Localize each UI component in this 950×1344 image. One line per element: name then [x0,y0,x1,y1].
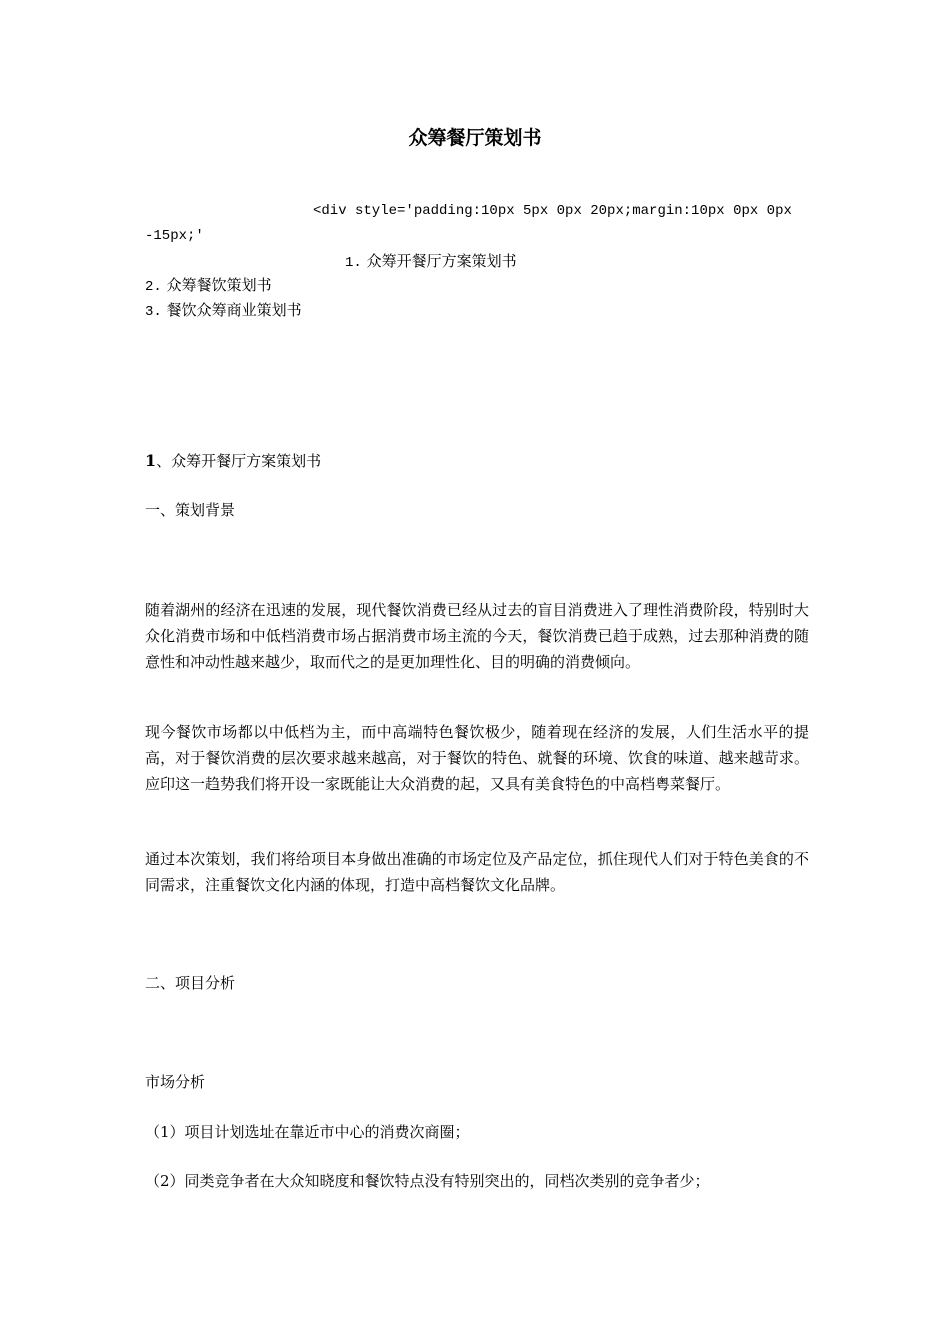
toc-item-2 [145,273,272,299]
toc-item-number: 3. [145,304,162,320]
toc-item-number: 2. [145,279,162,295]
section-title: 、众筹开餐厅方案策划书 [156,452,322,470]
document-title: 众筹餐厅策划书 [408,127,542,149]
toc-item-1 [345,249,517,275]
toc-item-3 [145,298,302,324]
paragraph-2: 现今餐饮市场都以中低档为主，而中高端特色餐饮极少，随着现在经济的发展，人们生活水平的提高，对于餐饮消费的层次要求越来越高，对于餐饮的特色、就餐的环境、饮食的味道、越来越苛求。应印这一趋势我们将开设一家既能让大众消费的起，又具有美食特色的中高档粤菜餐厅。 [145,723,809,793]
toc-item-label: 众筹餐饮策划书 [166,276,272,294]
market-item-1: （1）项目计划选址在靠近市中心的消费次商圈； [145,1123,470,1141]
section-heading-1 [145,449,321,473]
part-heading-background: 一、策划背景 [145,501,236,519]
market-item-2: （2）同类竞争者在大众知晓度和餐饮特点没有特别突出的，同档次类别的竞争者少； [145,1172,710,1190]
part-heading-analysis: 二、项目分析 [145,974,236,992]
toc-item-label: 餐饮众筹商业策划书 [166,301,302,319]
toc-item-number: 1. [345,255,362,271]
code-snippet-text: <div style='padding:10px 5px 0px 20px;margin:10px 0px 0px -15px;' [145,203,801,244]
paragraph-3: 通过本次策划，我们将给项目本身做出准确的市场定位及产品定位，抓住现代人们对于特色美食的不同需求，注重餐饮文化内涵的体现，打造中高档餐饮文化品牌。 [145,850,809,894]
market-analysis-heading: 市场分析 [145,1073,206,1091]
section-number: 1 [145,451,157,470]
toc-item-label: 众筹开餐厅方案策划书 [366,252,517,270]
paragraph-1: 随着湖州的经济在迅速的发展，现代餐饮消费已经从过去的盲目消费进入了理性消费阶段，特别时大众化消费市场和中低档消费市场占据消费市场主流的今天，餐饮消费已趋于成熟，过去那种消费的随意性和冲动性越来越少，取而代之的是更加理性化、目的明确的消费倾向。 [145,601,809,671]
